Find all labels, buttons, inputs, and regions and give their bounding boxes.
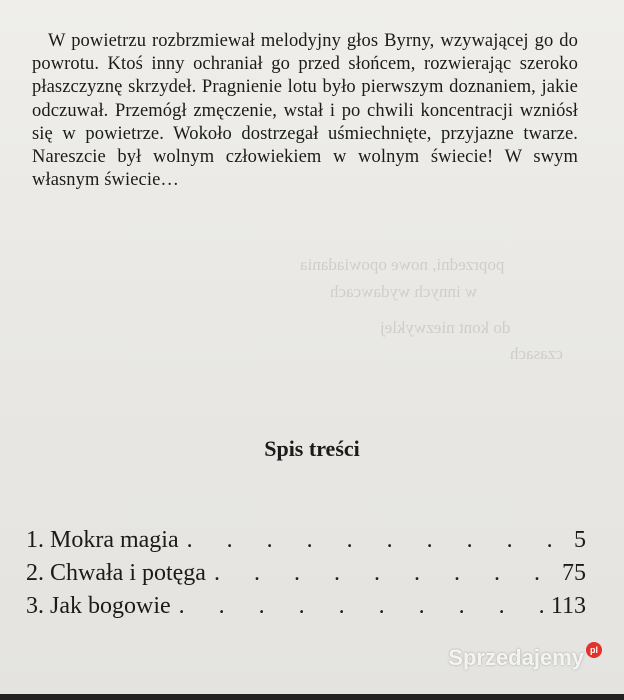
toc-entry [26, 557, 586, 590]
toc-entry-page: 113 [550, 593, 586, 619]
watermark-badge: pl [586, 642, 602, 658]
toc-leader-dots [214, 557, 556, 590]
show-through-text: w innych wydawcach [330, 282, 478, 301]
show-through-text: czasach [510, 344, 563, 363]
toc-entry-page: 5 [574, 527, 586, 553]
toc-entry-label: 3. Jak bogowie [26, 593, 171, 619]
toc-entry-label: 1. Mokra magia [26, 527, 179, 553]
toc-entry-page: 75 [562, 560, 586, 586]
toc-title: Spis treści [264, 436, 360, 461]
toc-leader-dots [179, 590, 545, 623]
show-through-text: do kont niezwyklej [380, 318, 511, 337]
toc-entry-label: 2. Chwała i potęga [26, 560, 206, 586]
show-through-text: poprzedni, nowe opowiadania [300, 255, 505, 274]
toc-leader-dots [187, 524, 568, 557]
toc-entry [26, 590, 586, 623]
toc-entry [26, 524, 586, 557]
watermark-logo [448, 642, 602, 674]
body-paragraph: W powietrzu rozbrzmiewał melodyjny głos Byrny, wzywającej go do powrotu. Ktoś inny ochraniał go przed słońcem, rozwierając szeroko płaszczyznę skrzydeł. Pragnienie lotu było pierwszym doznaniem, jakie odczuwał. Przemógł zmęczenie, wstał i po chwili koncentracji wzniósł się w powietrze. Wokoło dostrzegał uśmiechnięte, przyjazne twarze. Nareszcie był wolnym człowiekiem w wolnym świecie! W swym własnym świecie… [32, 31, 578, 191]
bottom-edge [0, 694, 624, 700]
table-of-contents [26, 524, 586, 623]
watermark-text: Sprzedajemy [448, 645, 584, 670]
